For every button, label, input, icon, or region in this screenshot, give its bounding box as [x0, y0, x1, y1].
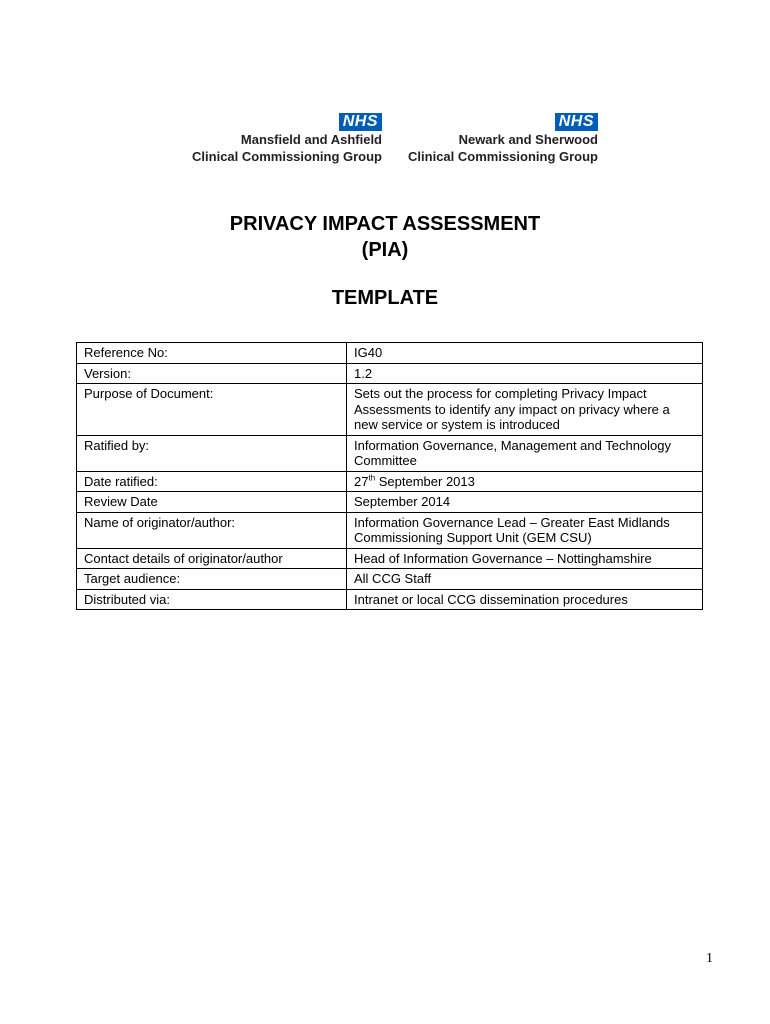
table-row: [77, 363, 703, 384]
row-value: Intranet or local CCG dissemination procedures: [347, 589, 703, 610]
document-subtitle: TEMPLATE: [331, 287, 439, 309]
row-key: Reference No:: [77, 343, 347, 364]
nhs-badge: NHS: [339, 113, 382, 131]
row-key: Name of originator/author:: [77, 512, 347, 548]
table-row: [77, 384, 703, 436]
row-key: Ratified by:: [77, 435, 347, 471]
table-row: [77, 589, 703, 610]
table-row: [77, 492, 703, 513]
row-value: 1.2: [347, 363, 703, 384]
document-control-table: [76, 342, 703, 610]
row-key: Contact details of originator/author: [77, 548, 347, 569]
table-row: [77, 471, 703, 492]
table-row: [77, 548, 703, 569]
row-value: Information Governance Lead – Greater East Midlands Commissioning Support Unit (GEM CSU): [347, 512, 703, 548]
logo-org-name: Newark and Sherwood: [458, 132, 598, 147]
mansfield-ashfield-logo: [170, 113, 382, 165]
logo-org-name: Mansfield and Ashfield: [240, 132, 382, 147]
row-value: All CCG Staff: [347, 569, 703, 590]
row-key: Purpose of Document:: [77, 384, 347, 436]
logo-org-type: Clinical Commissioning Group: [408, 149, 598, 164]
row-key: Date ratified:: [77, 471, 347, 492]
row-value: September 2014: [347, 492, 703, 513]
logo-org-type: Clinical Commissioning Group: [192, 149, 382, 164]
table-row: [77, 512, 703, 548]
page-number: 1: [706, 951, 713, 966]
row-key: Version:: [77, 363, 347, 384]
row-value: IG40: [347, 343, 703, 364]
table-row: [77, 343, 703, 364]
table-row: [77, 435, 703, 471]
nhs-badge: NHS: [555, 113, 598, 131]
row-key: Target audience:: [77, 569, 347, 590]
date-month-year: September 2013: [375, 473, 475, 489]
date-ordinal: th: [368, 473, 376, 483]
row-value: Information Governance, Management and Technology Committee: [347, 435, 703, 471]
table-row: [77, 569, 703, 590]
row-value: Head of Information Governance – Nottinghamshire: [347, 548, 703, 569]
newark-sherwood-logo: [388, 113, 598, 165]
document-title: PRIVACY IMPACT ASSESSMENT: [229, 213, 541, 235]
row-key: Review Date: [77, 492, 347, 513]
row-value: Sets out the process for completing Privacy Impact Assessments to identify any impact on privacy where a new service or system is introduced: [347, 384, 703, 436]
document-title-abbrev: (PIA): [361, 239, 409, 261]
date-day: 27: [354, 473, 369, 489]
row-value: [347, 471, 703, 492]
row-key: Distributed via:: [77, 589, 347, 610]
